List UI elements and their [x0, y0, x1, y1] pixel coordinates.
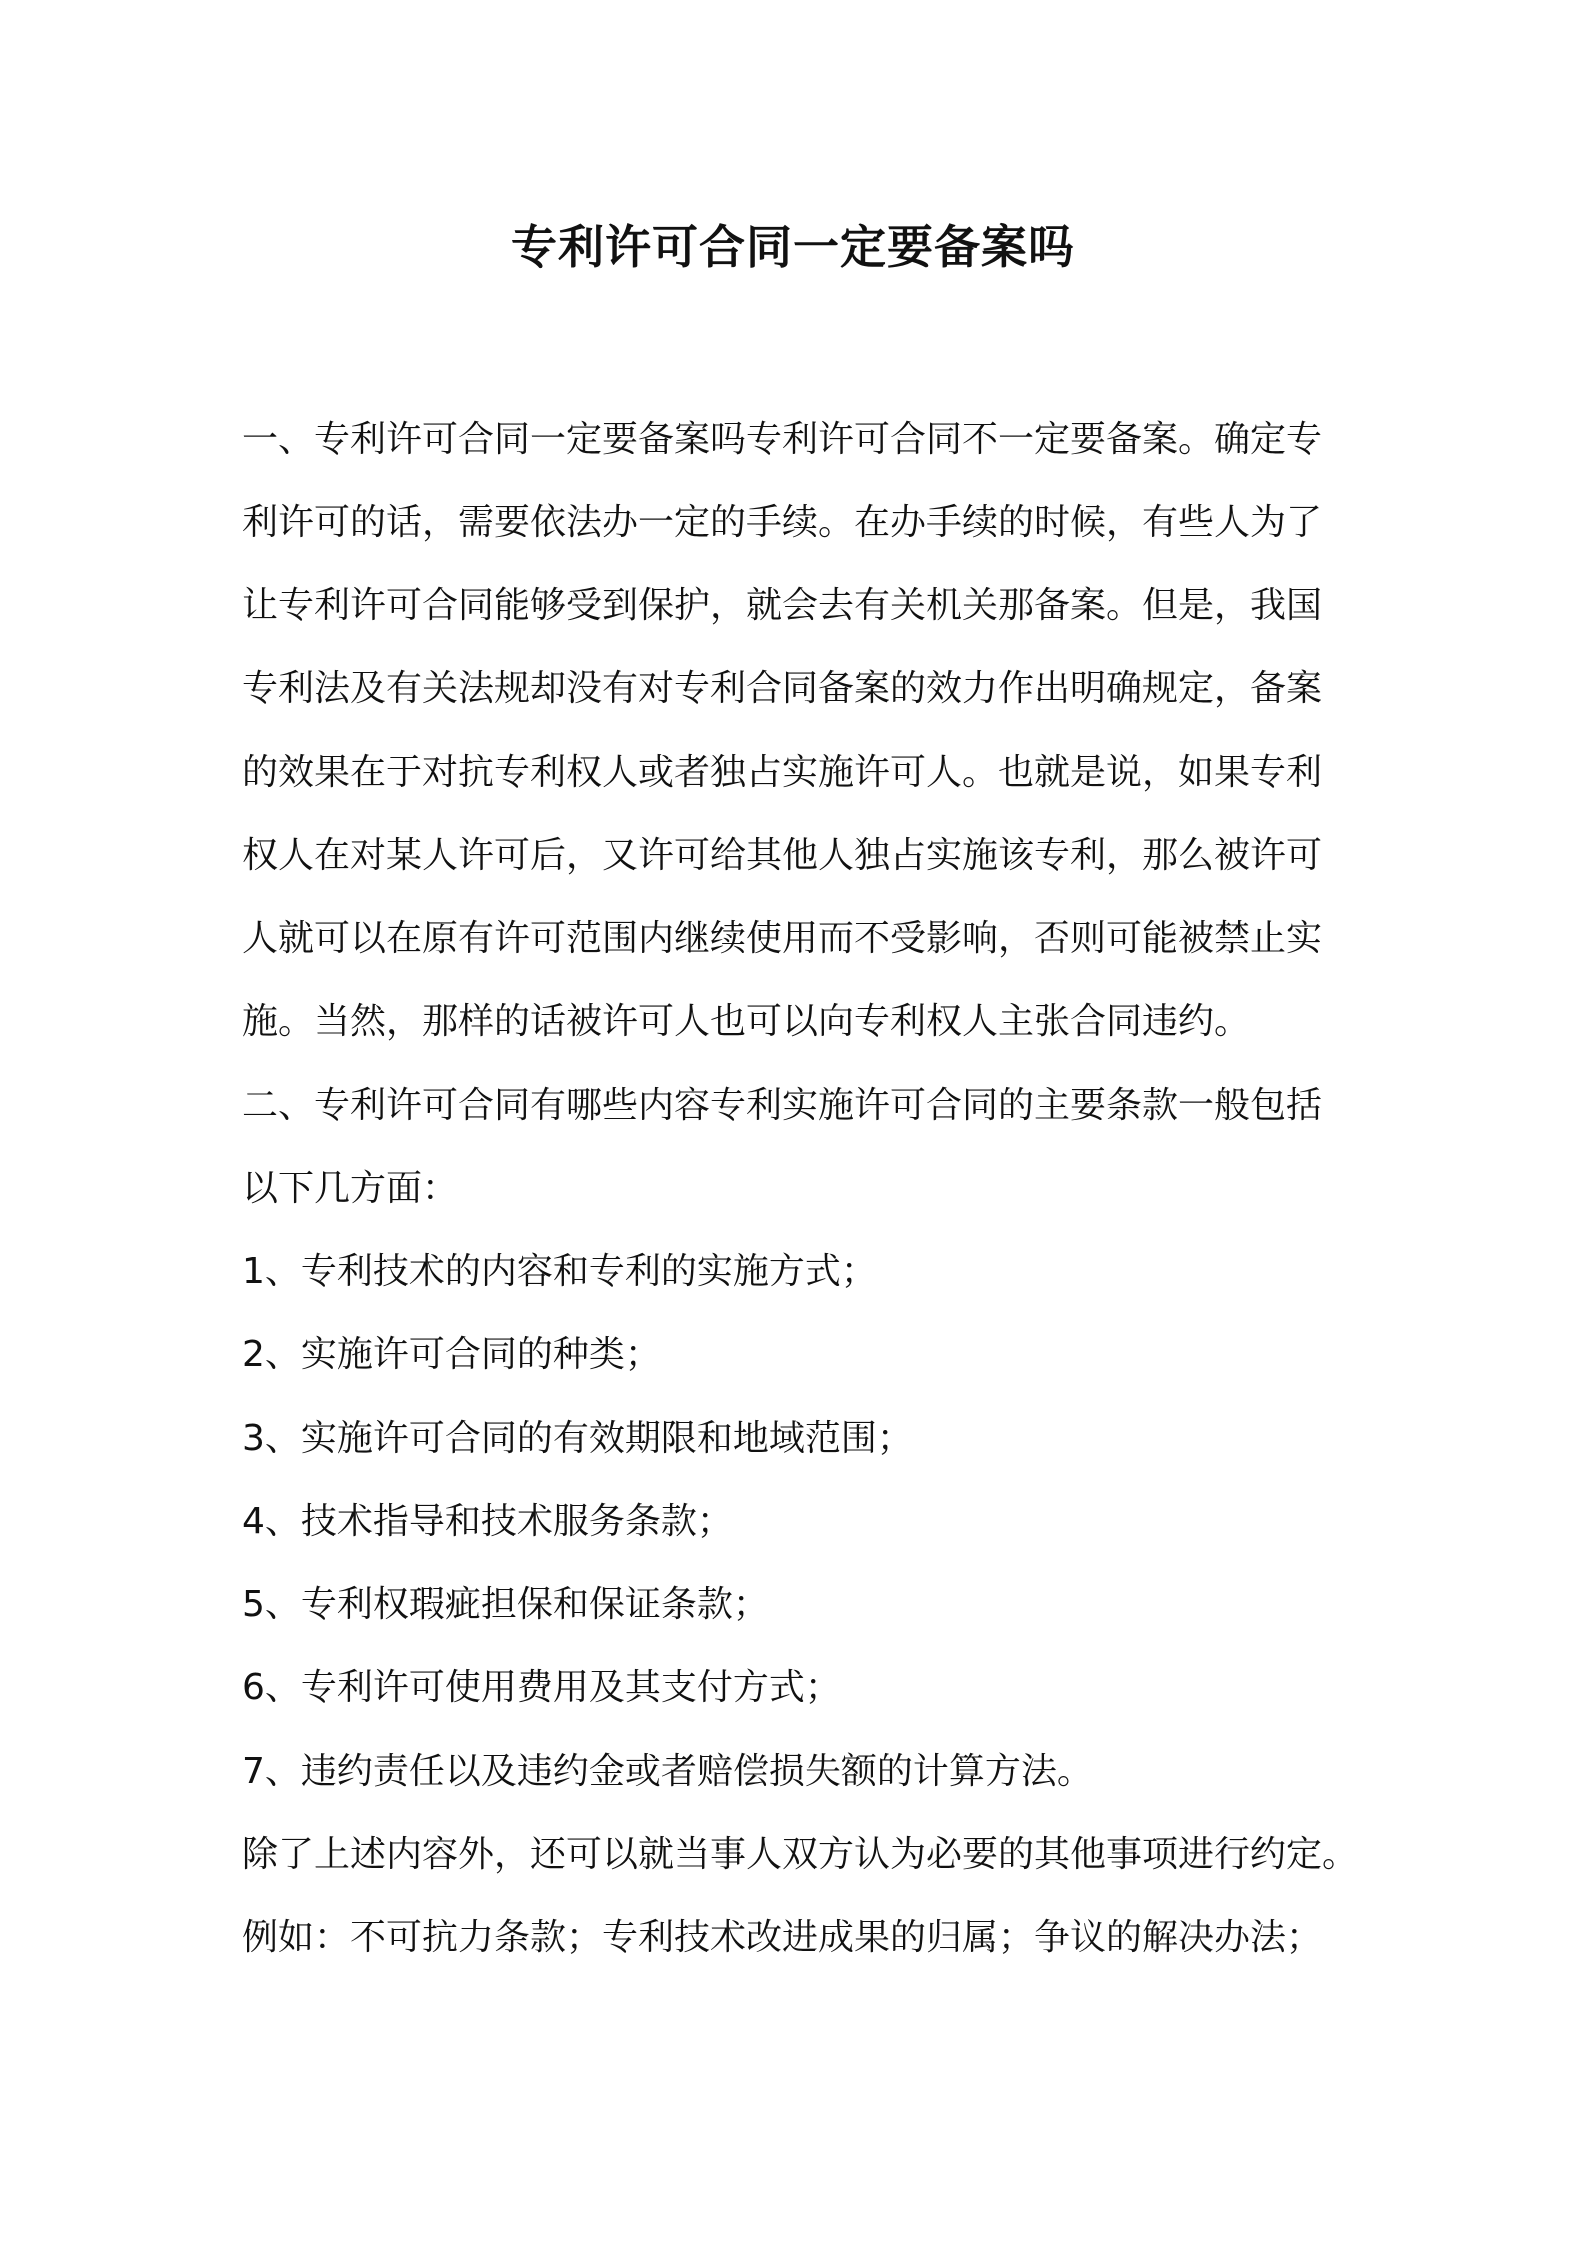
- paragraph-line: 例如：不可抗力条款；专利技术改进成果的归属；争议的解决办法；: [242, 1917, 1323, 1958]
- paragraph-line: 除了上述内容外，还可以就当事人双方认为必要的其他事项进行约定。: [242, 1834, 1359, 1875]
- paragraph-line: 一、专利许可合同一定要备案吗专利许可合同不一定要备案。确定专: [242, 419, 1323, 460]
- paragraph-line: 让专利许可合同能够受到保护，就会去有关机关那备案。但是，我国: [242, 585, 1323, 626]
- paragraph-line: 权人在对某人许可后，又许可给其他人独占实施该专利，那么被许可: [242, 835, 1323, 876]
- list-item: 4、技术指导和技术服务条款；: [242, 1501, 733, 1542]
- paragraph-line: 以下几方面：: [242, 1168, 459, 1209]
- paragraph-line: 施。当然，那样的话被许可人也可以向专利权人主张合同违约。: [242, 1001, 1251, 1042]
- paragraph-line: 二、专利许可合同有哪些内容专利实施许可合同的主要条款一般包括: [242, 1085, 1323, 1126]
- document-title: 专利许可合同一定要备案吗: [511, 220, 1075, 274]
- paragraph-line: 利许可的话，需要依法办一定的手续。在办手续的时候，有些人为了: [242, 502, 1323, 543]
- list-item: 5、专利权瑕疵担保和保证条款；: [242, 1584, 769, 1625]
- paragraph-line: 专利法及有关法规却没有对专利合同备案的效力作出明确规定，备案: [242, 668, 1323, 709]
- paragraph-line: 人就可以在原有许可范围内继续使用而不受影响，否则可能被禁止实: [242, 918, 1323, 959]
- paragraph-line: 的效果在于对抗专利权人或者独占实施许可人。也就是说，如果专利: [242, 752, 1323, 793]
- list-item: 2、实施许可合同的种类；: [242, 1334, 661, 1375]
- list-item: 7、违约责任以及违约金或者赔偿损失额的计算方法。: [242, 1751, 1093, 1792]
- list-item: 3、实施许可合同的有效期限和地域范围；: [242, 1418, 913, 1459]
- list-item: 6、专利许可使用费用及其支付方式；: [242, 1667, 841, 1708]
- list-item: 1、专利技术的内容和专利的实施方式；: [242, 1251, 877, 1292]
